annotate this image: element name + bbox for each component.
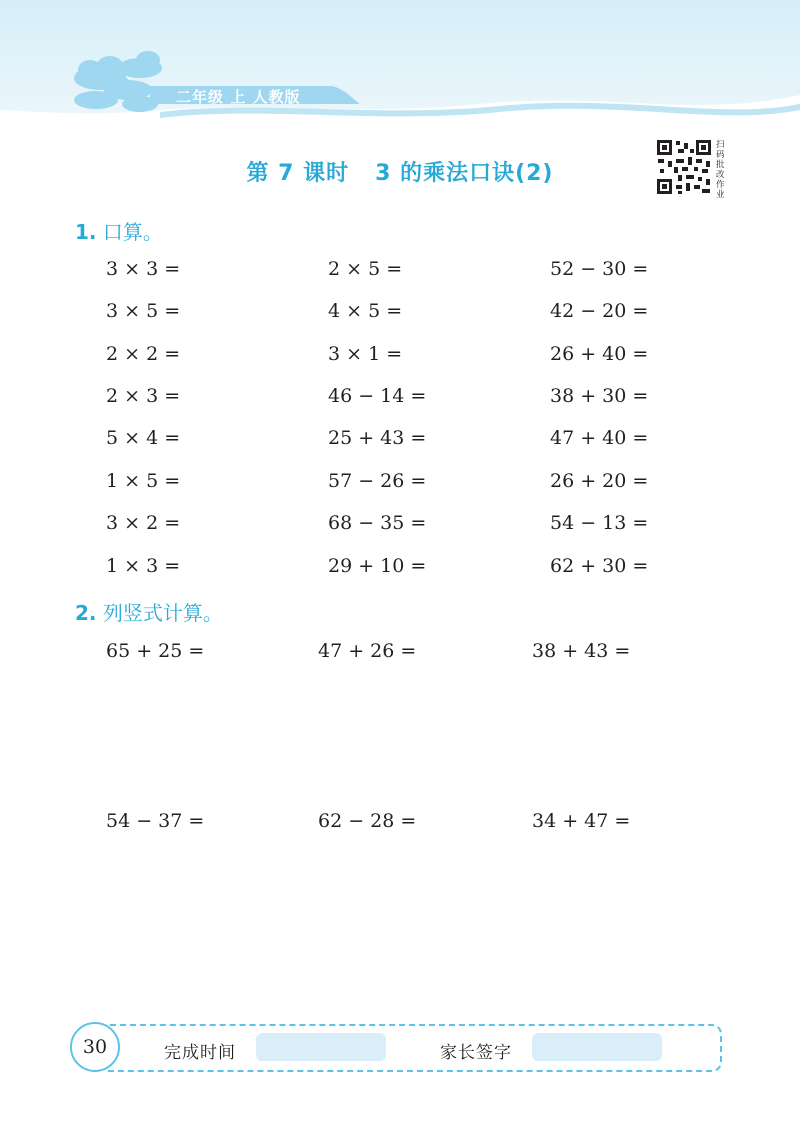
oral-calc-item: 46 − 14 = xyxy=(328,385,427,407)
oral-calc-item: 2 × 2 = xyxy=(106,343,181,365)
page-number: 30 xyxy=(70,1022,120,1072)
oral-calc-item: 3 × 2 = xyxy=(106,512,181,534)
oral-calc-item: 52 − 30 = xyxy=(550,258,649,280)
oral-calc-item: 3 × 1 = xyxy=(328,343,403,365)
oral-calc-item: 68 − 35 = xyxy=(328,512,427,534)
completion-time-field[interactable] xyxy=(256,1033,386,1061)
oral-calc-item: 3 × 5 = xyxy=(106,300,181,322)
section-1-label: 口算。 xyxy=(102,220,163,244)
oral-calc-item: 3 × 3 = xyxy=(106,258,181,280)
section-1-title xyxy=(75,216,163,245)
oral-calc-item: 29 + 10 = xyxy=(328,555,427,577)
header-banner xyxy=(0,0,800,135)
oral-calc-item: 5 × 4 = xyxy=(106,427,181,449)
parent-signature-label: 家长签字 xyxy=(440,1043,512,1063)
vertical-calc-item: 38 + 43 = xyxy=(532,640,631,662)
oral-calc-item: 1 × 3 = xyxy=(106,555,181,577)
oral-calc-item: 54 − 13 = xyxy=(550,512,649,534)
oral-calc-item: 2 × 3 = xyxy=(106,385,181,407)
grade-label: 二年级 上 人教版 xyxy=(176,88,301,106)
oral-calc-item: 25 + 43 = xyxy=(328,427,427,449)
vertical-calc-item: 54 − 37 = xyxy=(106,810,205,832)
oral-calc-item: 42 − 20 = xyxy=(550,300,649,322)
oral-calc-item: 62 + 30 = xyxy=(550,555,649,577)
qr-caption: 扫码批改作业 xyxy=(716,140,725,200)
lesson-title: 第 7 课时 3 的乘法口诀(2) xyxy=(246,161,554,186)
oral-calc-item: 1 × 5 = xyxy=(106,470,181,492)
oral-calc-item: 4 × 5 = xyxy=(328,300,403,322)
oral-calc-item: 38 + 30 = xyxy=(550,385,649,407)
section-2-number: 2. xyxy=(75,601,97,625)
oral-calc-item: 57 − 26 = xyxy=(328,470,427,492)
vertical-calc-item: 47 + 26 = xyxy=(318,640,417,662)
vertical-calc-item: 65 + 25 = xyxy=(106,640,205,662)
section-2-label: 列竖式计算。 xyxy=(102,601,223,625)
oral-calc-item: 26 + 40 = xyxy=(550,343,649,365)
oral-calc-item: 26 + 20 = xyxy=(550,470,649,492)
vertical-calc-item: 62 − 28 = xyxy=(318,810,417,832)
parent-signature-field[interactable] xyxy=(532,1033,662,1061)
completion-time-label: 完成时间 xyxy=(164,1043,236,1063)
oral-calc-item: 47 + 40 = xyxy=(550,427,649,449)
section-1-number: 1. xyxy=(75,220,97,244)
vertical-calc-item: 34 + 47 = xyxy=(532,810,631,832)
oral-calc-item: 2 × 5 = xyxy=(328,258,403,280)
section-2-title xyxy=(75,597,223,626)
